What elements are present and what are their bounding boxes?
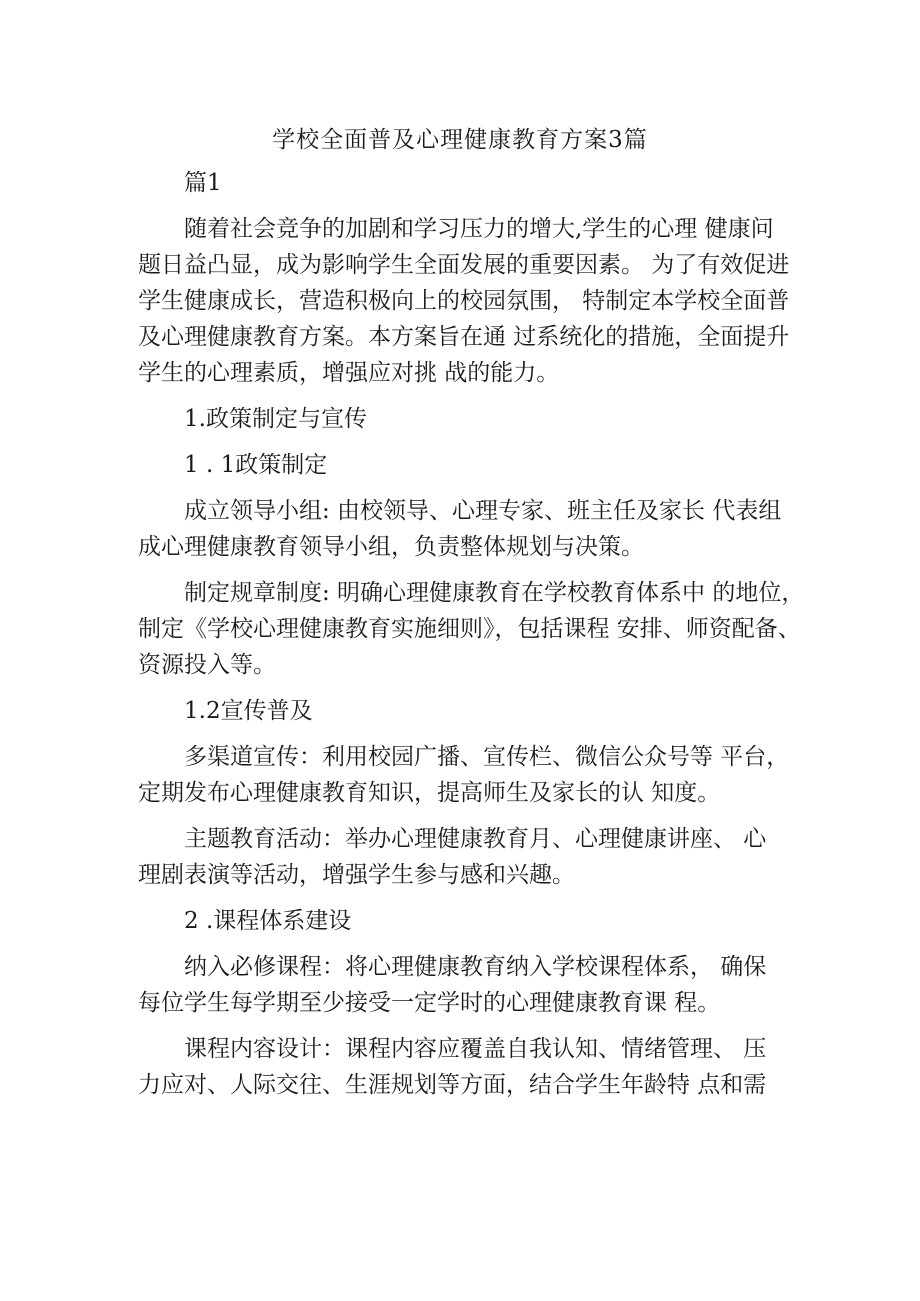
paragraph-line: 成立领导小组: 由校领导、心理专家、班主任及家长 代表组 bbox=[184, 498, 782, 524]
subsection-heading: 1 . 1政策制定 bbox=[184, 452, 328, 478]
paragraph-line: 纳入必修课程：将心理健康教育纳入学校课程体系， 确保 bbox=[184, 954, 767, 980]
paragraph-line: 主题教育活动：举办心理健康教育月、心理健康讲座、 心 bbox=[184, 826, 767, 852]
paragraph-line: 多渠道宣传：利用校园广播、宣传栏、微信公众号等 平台， bbox=[184, 744, 790, 770]
paragraph-line: 力应对、人际交往、生涯规划等方面，结合学生年龄特 点和需 bbox=[138, 1072, 767, 1098]
document-title: 学校全面普及心理健康教育方案3篇 bbox=[272, 127, 648, 153]
paragraph-line: 学生健康成长，营造积极向上的校园氛围， 特制定本学校全面普 bbox=[138, 288, 790, 314]
paragraph-line: 题日益凸显，成为影响学生全面发展的重要因素。 为了有效促进 bbox=[138, 252, 790, 278]
paragraph-line: 资源投入等。 bbox=[138, 652, 276, 678]
section-heading: 2 .课程体系建设 bbox=[184, 908, 352, 934]
section-label: 篇1 bbox=[184, 170, 222, 196]
paragraph-line: 随着社会竞争的加剧和学习压力的增大,学生的心理 健康问 bbox=[184, 216, 774, 242]
paragraph-line: 理剧表演等活动，增强学生参与感和兴趣。 bbox=[138, 862, 575, 888]
paragraph-line: 课程内容设计：课程内容应覆盖自我认知、情绪管理、 压 bbox=[184, 1036, 767, 1062]
paragraph-line: 定期发布心理健康教育知识，提高师生及家长的认 知度。 bbox=[138, 780, 721, 806]
paragraph-line: 制定《学校心理健康教育实施细则》，包括课程 安排、师资配备、 bbox=[138, 616, 801, 642]
paragraph-line: 每位学生每学期至少接受一定学时的心理健康教育课 程。 bbox=[138, 990, 721, 1016]
paragraph-line: 制定规章制度: 明确心理健康教育在学校教育体系中 的地位， bbox=[184, 580, 805, 606]
paragraph-line: 成心理健康教育领导小组，负责整体规划与决策。 bbox=[138, 534, 644, 560]
section-heading: 1.政策制定与宣传 bbox=[184, 406, 367, 432]
subsection-heading: 1.2宣传普及 bbox=[184, 698, 313, 724]
document-body bbox=[138, 165, 810, 1103]
paragraph-line: 及心理健康教育方案。本方案旨在通 过系统化的措施，全面提升 bbox=[138, 324, 790, 350]
paragraph-line: 学生的心理素质，增强应对挑 战的能力。 bbox=[138, 360, 560, 386]
